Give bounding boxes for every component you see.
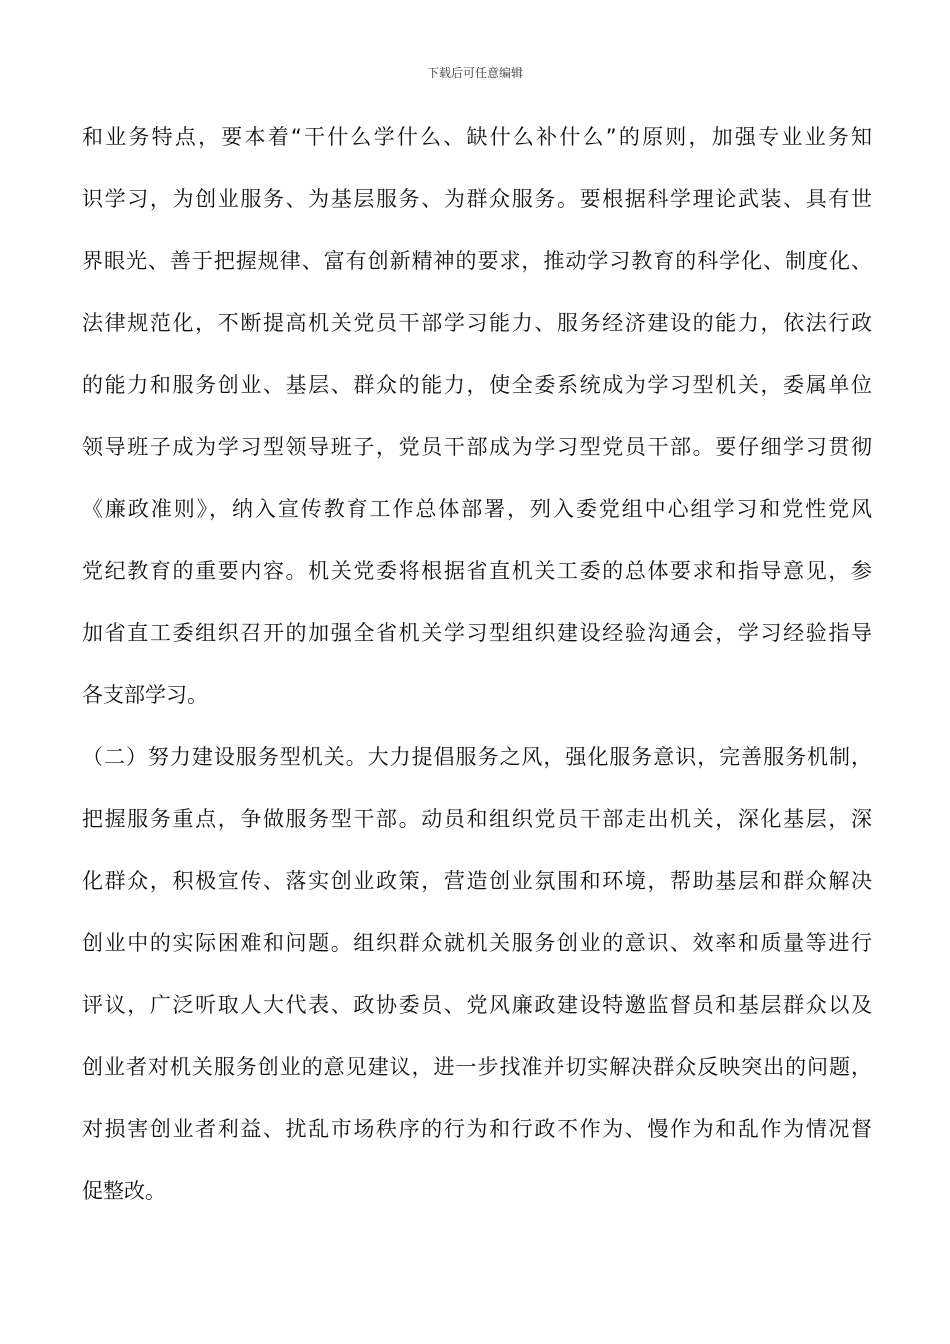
body-text-line: 法律规范化，不断提高机关党员干部学习能力、服务经济建设的能力，依法行政 bbox=[82, 311, 872, 335]
body-text-line: 创业者对机关服务创业的意见建议，进一步找准并切实解决群众反映突出的问题， bbox=[82, 1055, 872, 1079]
body-text-line: 《廉政准则》，纳入宣传教育工作总体部署，列入委党组中心组学习和党性党风 bbox=[82, 497, 872, 521]
body-text-line: 的能力和服务创业、基层、群众的能力，使全委系统成为学习型机关，委属单位 bbox=[82, 373, 872, 397]
body-text-line: 识学习，为创业服务、为基层服务、为群众服务。要根据科学理论武装、具有世 bbox=[82, 187, 872, 211]
body-text-line: 促整改。 bbox=[82, 1179, 166, 1203]
body-text-line: 创业中的实际困难和问题。组织群众就机关服务创业的意识、效率和质量等进行 bbox=[82, 931, 872, 955]
body-text-line: 党纪教育的重要内容。机关党委将根据省直机关工委的总体要求和指导意见，参 bbox=[82, 559, 872, 583]
body-text-line: 化群众，积极宣传、落实创业政策，营造创业氛围和环境，帮助基层和群众解决 bbox=[82, 869, 872, 893]
body-text-line: 对损害创业者利益、扰乱市场秩序的行为和行政不作为、慢作为和乱作为情况督 bbox=[82, 1117, 872, 1141]
page-header: 下载后可任意编辑 bbox=[426, 66, 523, 80]
body-text-line: 各支部学习。 bbox=[82, 683, 208, 707]
body-text-line: （二）努力建设服务型机关。大力提倡服务之风，强化服务意识，完善服务机制， bbox=[82, 745, 872, 769]
body-text-line: 领导班子成为学习型领导班子，党员干部成为学习型党员干部。要仔细学习贯彻 bbox=[82, 435, 872, 459]
document-body bbox=[82, 116, 872, 1232]
body-text-line: 和业务特点，要本着“干什么学什么、缺什么补什么”的原则，加强专业业务知 bbox=[82, 125, 872, 149]
body-text-line: 加省直工委组织召开的加强全省机关学习型组织建设经验沟通会，学习经验指导 bbox=[82, 621, 872, 645]
body-text-line: 把握服务重点，争做服务型干部。动员和组织党员干部走出机关，深化基层，深 bbox=[82, 807, 872, 831]
body-text-line: 界眼光、善于把握规律、富有创新精神的要求，推动学习教育的科学化、制度化、 bbox=[82, 249, 872, 273]
body-text-line: 评议，广泛听取人大代表、政协委员、党风廉政建设特邀监督员和基层群众以及 bbox=[82, 993, 872, 1017]
